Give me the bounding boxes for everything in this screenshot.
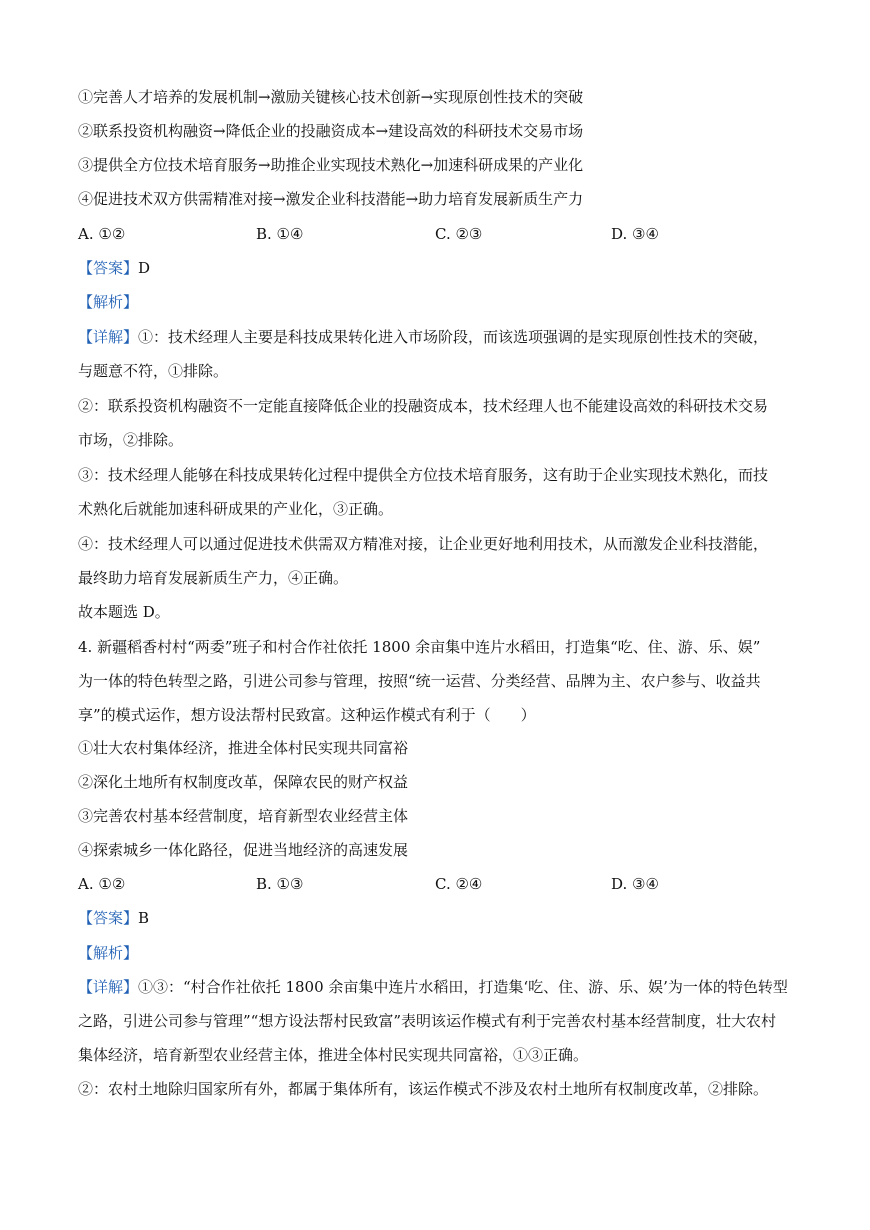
q3-detail-line: 术熟化后就能加速科研成果的产业化，③正确。 — [78, 500, 394, 518]
q3-option-d: D. ③④ — [611, 225, 659, 243]
q3-detail-line: ④：技术经理人可以通过促进技术供需双方精准对接，让企业更好地利用技术，从而激发企业科技潜能， — [78, 535, 769, 553]
q4-detail-line: ②：农村土地除归国家所有外，都属于集体所有，该运作模式不涉及农村土地所有权制度改革，②排除。 — [78, 1080, 769, 1098]
q3-detail-line: 市场，②排除。 — [78, 431, 184, 449]
q3-detail-line: ③：技术经理人能够在科技成果转化过程中提供全方位技术培育服务，这有助于企业实现技术熟化，而技 — [78, 466, 769, 484]
q3-item-4: ④促进技术双方供需精准对接→激发企业科技潜能→助力培育发展新质生产力 — [78, 190, 584, 208]
q3-option-a: A. ①② — [78, 225, 126, 243]
q3-analysis-heading — [78, 292, 798, 312]
q3-item-1: ①完善人才培养的发展机制→激励关键核心技术创新→实现原创性技术的突破 — [78, 88, 584, 106]
q3-options — [78, 224, 798, 244]
q3-option-b: B. ①④ — [256, 225, 304, 243]
q4-item-2: ②深化土地所有权制度改革，保障农民的财产权益 — [78, 773, 409, 791]
analysis-tag: 【解析】 — [78, 944, 139, 962]
q4-item-1: ①壮大农村集体经济，推进全体村民实现共同富裕 — [78, 739, 409, 757]
q4-option-a: A. ①② — [78, 875, 126, 893]
q4-answer — [78, 908, 798, 928]
q4-detail-line: 之路，引进公司参与管理”“想方设法帮村民致富”表明该运作模式有利于完善农村基本经营制度，壮大农村 — [78, 1012, 777, 1030]
q4-item-4: ④探索城乡一体化路径，促进当地经济的高速发展 — [78, 841, 409, 859]
q3-answer — [78, 258, 798, 278]
q4-options — [78, 874, 798, 894]
q3-detail-line: ②：联系投资机构融资不一定能直接降低企业的投融资成本，技术经理人也不能建设高效的科研技术交易 — [78, 397, 769, 415]
q3-detail-line: 最终助力培育发展新质生产力，④正确。 — [78, 569, 349, 587]
q4-stem-line: 为一体的特色转型之路，引进公司参与管理，按照“统一运营、分类经营、品牌为主、农户参与、收益共 — [78, 672, 761, 690]
q3-detail-line: 【详解】①：技术经理人主要是科技成果转化进入市场阶段，而该选项强调的是实现原创性技术的突破， — [78, 328, 769, 346]
detail-tag: 【详解】 — [78, 978, 139, 996]
q3-option-c: C. ②③ — [435, 225, 483, 243]
answer-value: D — [138, 259, 151, 277]
q3-item-3: ③提供全方位技术培育服务→助推企业实现技术熟化→加速科研成果的产业化 — [78, 156, 584, 174]
q3-item-2: ②联系投资机构融资→降低企业的投融资成本→建设高效的科研技术交易市场 — [78, 122, 584, 140]
detail-tag: 【详解】 — [78, 328, 139, 346]
analysis-tag: 【解析】 — [78, 293, 139, 311]
q4-detail-line: 集体经济，培育新型农业经营主体，推进全体村民实现共同富裕，①③正确。 — [78, 1046, 589, 1064]
q3-detail-line: 与题意不符，①排除。 — [78, 362, 229, 380]
q4-option-c: C. ②④ — [435, 875, 483, 893]
q3-conclusion: 故本题选 D。 — [78, 603, 170, 621]
answer-value: B — [138, 909, 150, 927]
answer-tag: 【答案】 — [78, 259, 139, 277]
q4-stem-line: 4. 新疆稻香村村“两委”班子和村合作社依托 1800 余亩集中连片水稻田，打造集“吃、住、游、乐、娱” — [78, 638, 761, 656]
answer-tag: 【答案】 — [78, 909, 139, 927]
q4-option-d: D. ③④ — [611, 875, 659, 893]
q4-item-3: ③完善农村基本经营制度，培育新型农业经营主体 — [78, 807, 409, 825]
q4-analysis-heading — [78, 943, 798, 963]
q4-option-b: B. ①③ — [256, 875, 304, 893]
q4-stem-line: 享”的模式运作，想方设法帮村民致富。这种运作模式有利于（ ） — [78, 706, 536, 724]
q4-detail-line: 【详解】①③：“村合作社依托 1800 余亩集中连片水稻田，打造集‘吃、住、游、乐、娱’为一体的特色转型 — [78, 978, 788, 996]
